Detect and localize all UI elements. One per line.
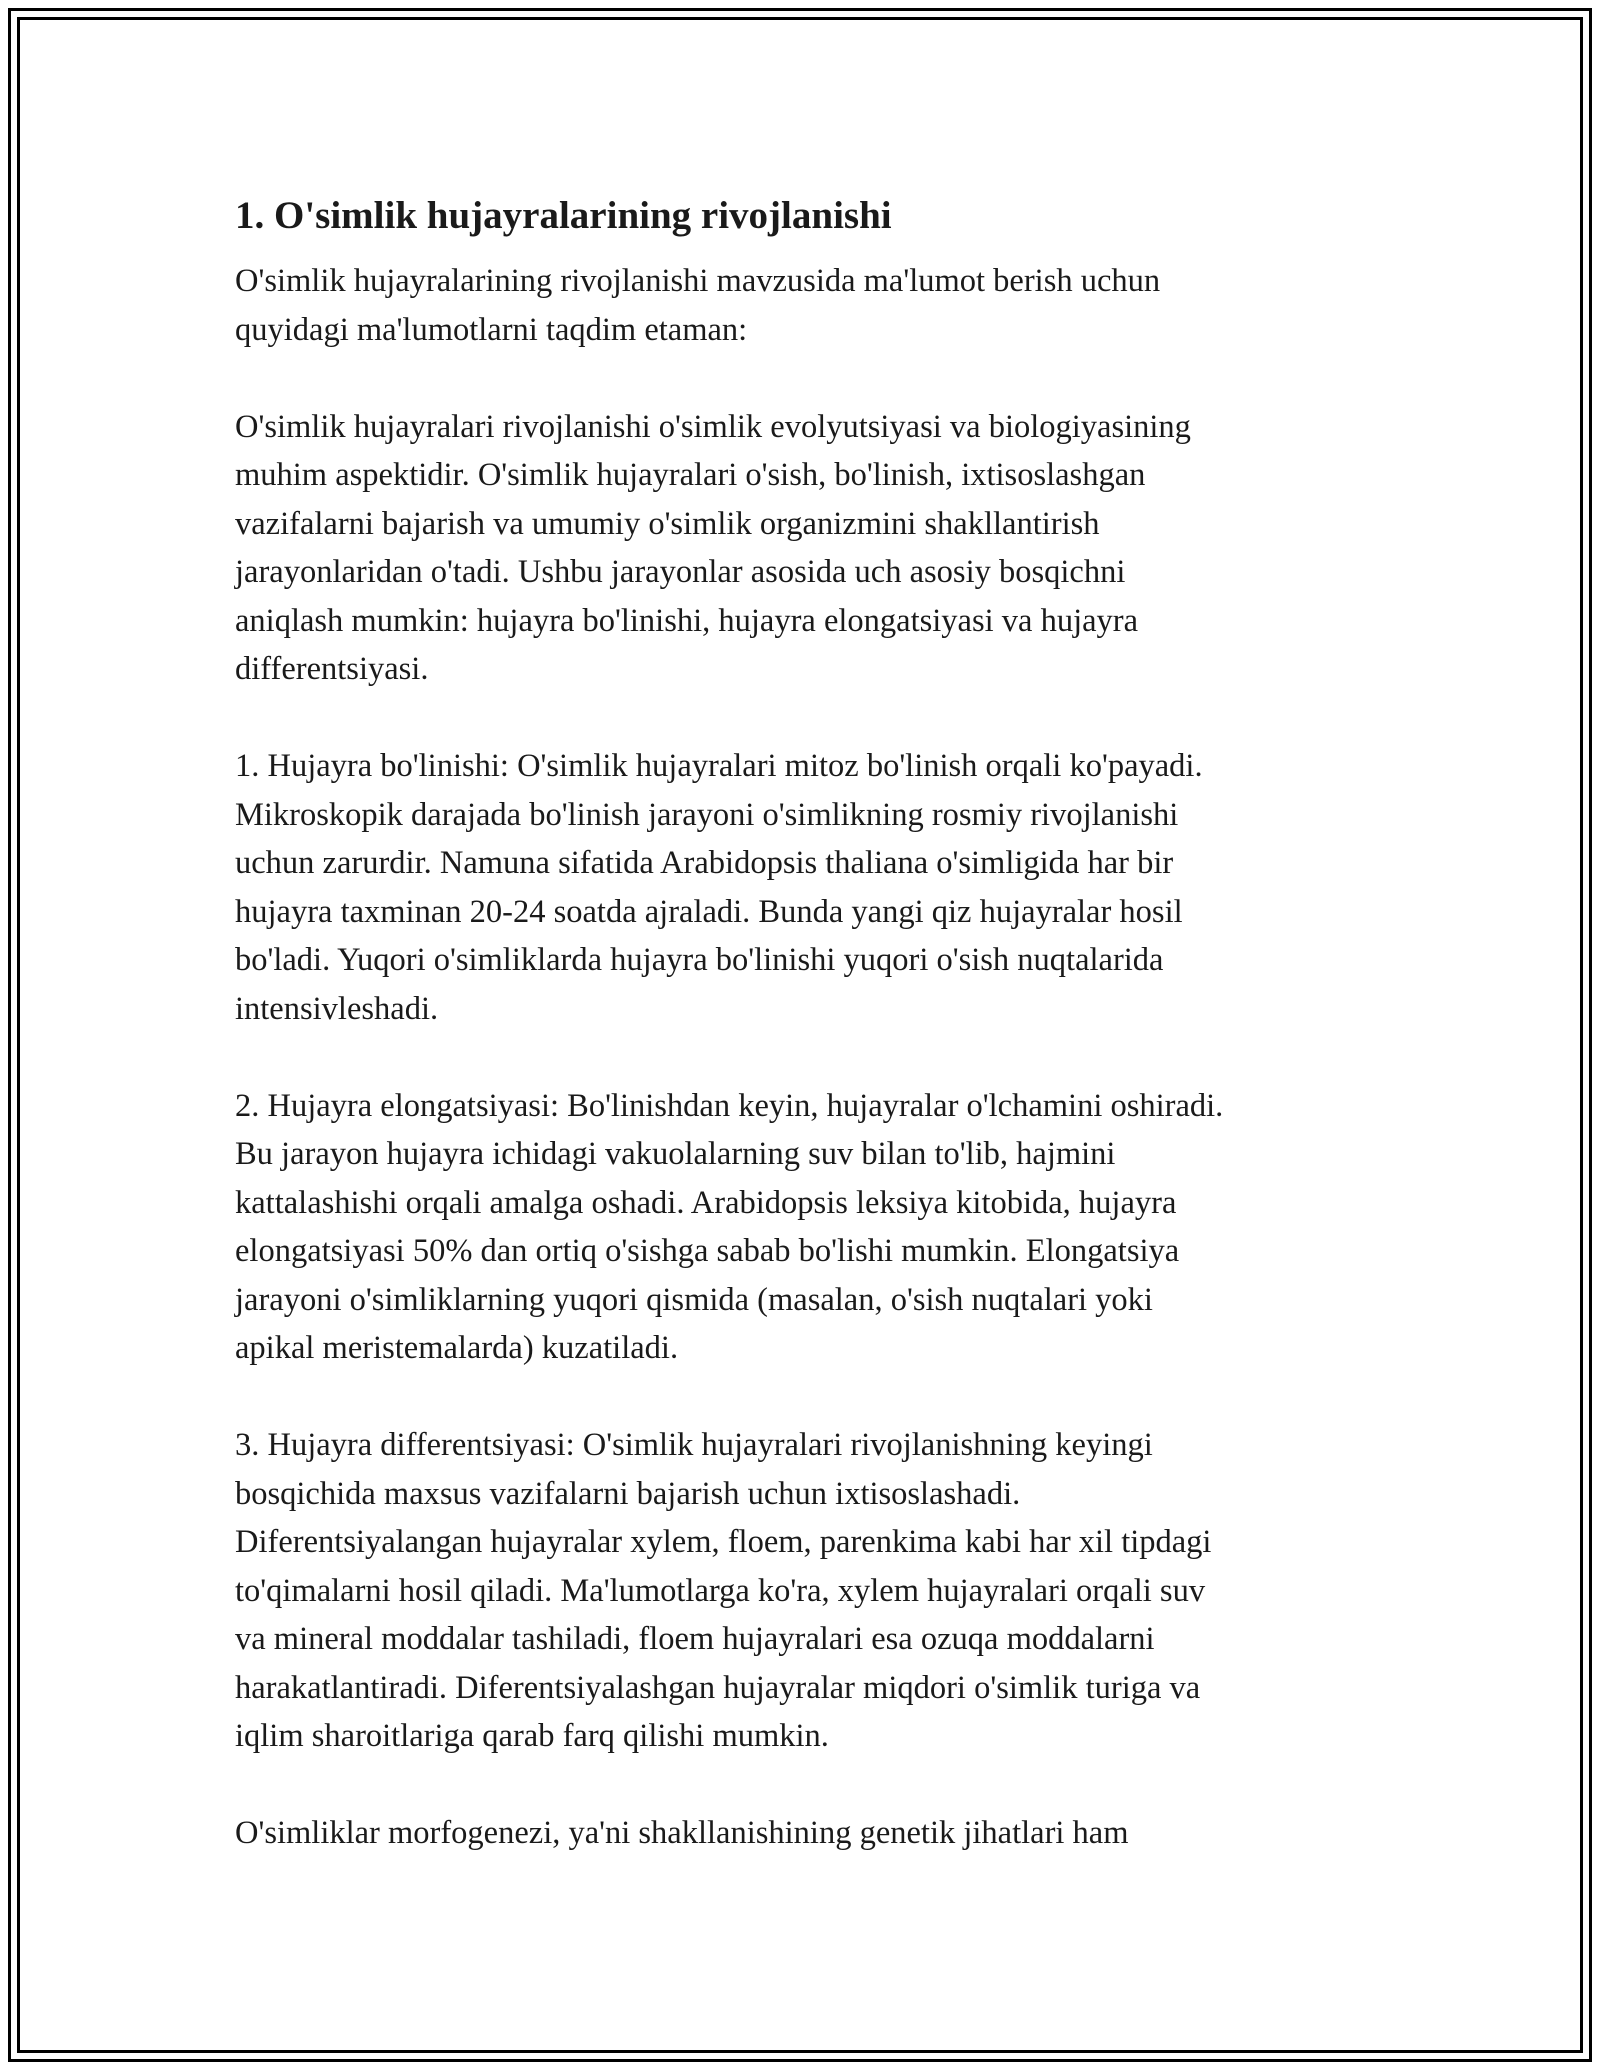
text-line: O'simliklar morfogenezi, ya'ni shakllanishining genetik jihatlari ham (235, 1815, 1129, 1851)
text-line: kattalashishi orqali amalga oshadi. Arabidopsis leksiya kitobida, hujayra (235, 1184, 1177, 1221)
text-line: uchun zarurdir. Namuna sifatida Arabidopsis thaliana o'simligida har bir (235, 845, 1174, 881)
text-line: 1. Hujayra bo'linishi: O'simlik hujayralari mitoz bo'linish orqali ko'payadi. (235, 748, 1203, 784)
text-line: muhim aspektidir. O'simlik hujayralari o'sish, bo'linish, ixtisoslashgan (235, 457, 1146, 493)
text-line: O'simlik hujayralari rivojlanishi o'simlik evolyutsiyasi va biologiyasining (235, 408, 1191, 445)
text-line: Bu jarayon hujayra ichidagi vakuolalarning suv bilan to'lib, hajmini (235, 1136, 1116, 1172)
text-line: hujayra taxminan 20-24 soatda ajraladi. Bunda yangi qiz hujayralar hosil (235, 893, 1183, 930)
paragraph-overview (235, 403, 1375, 694)
text-line: bo'ladi. Yuqori o'simliklarda hujayra bo'linishi yuqori o'sish nuqtalarida (235, 942, 1164, 978)
text-line: jarayonlaridan o'tadi. Ushbu jarayonlar asosida uch asosiy bosqichni (235, 554, 1126, 590)
text-line: apikal meristemalarda) kuzatiladi. (235, 1330, 679, 1366)
text-line: to'qimalarni hosil qiladi. Ma'lumotlarga ko'ra, xylem hujayralari orqali suv (235, 1572, 1206, 1609)
text-line: Diferentsiyalangan hujayralar xylem, floem, parenkima kabi har xil tipdagi (235, 1524, 1212, 1560)
document-body (235, 186, 1375, 1858)
paragraph-cell-division (235, 742, 1375, 1033)
text-line: differentsiyasi. (235, 651, 429, 687)
document-title: 1. O'simlik hujayralarining rivojlanishi (235, 194, 892, 237)
text-line: bosqichida maxsus vazifalarni bajarish uchun ixtisoslashadi. (235, 1475, 1021, 1512)
paragraph-cell-elongation (235, 1082, 1375, 1373)
paragraph-morphogenesis (235, 1809, 1375, 1858)
text-line: intensivleshadi. (235, 990, 439, 1027)
text-line: 2. Hujayra elongatsiyasi: Bo'linishdan keyin, hujayralar o'lchamini oshiradi. (235, 1087, 1224, 1124)
text-line: aniqlash mumkin: hujayra bo'linishi, hujayra elongatsiyasi va hujayra (235, 602, 1139, 639)
text-line: quyidagi ma'lumotlarni taqdim etaman: (235, 311, 748, 348)
paragraph-cell-differentiation (235, 1421, 1375, 1761)
text-line: elongatsiyasi 50% dan ortiq o'sishga sabab bo'lishi mumkin. Elongatsiya (235, 1233, 1180, 1269)
text-line: O'simlik hujayralarining rivojlanishi mavzusida ma'lumot berish uchun (235, 263, 1161, 299)
text-line: harakatlantiradi. Diferentsiyalashgan hujayralar miqdori o'simlik turiga va (235, 1669, 1201, 1706)
text-line: Mikroskopik darajada bo'linish jarayoni o'simlikning rosmiy rivojlanishi (235, 796, 1179, 833)
text-line: va mineral moddalar tashiladi, floem hujayralari esa ozuqa moddalarni (235, 1621, 1155, 1657)
text-line: iqlim sharoitlariga qarab farq qilishi mumkin. (235, 1718, 829, 1754)
paragraph-intro (235, 257, 1375, 354)
text-line: jarayoni o'simliklarning yuqori qismida (masalan, o'sish nuqtalari yoki (235, 1281, 1153, 1318)
text-line: vazifalarni bajarish va umumiy o'simlik organizmini shakllantirish (235, 505, 1100, 542)
text-line: 3. Hujayra differentsiyasi: O'simlik hujayralari rivojlanishning keyingi (235, 1427, 1153, 1463)
